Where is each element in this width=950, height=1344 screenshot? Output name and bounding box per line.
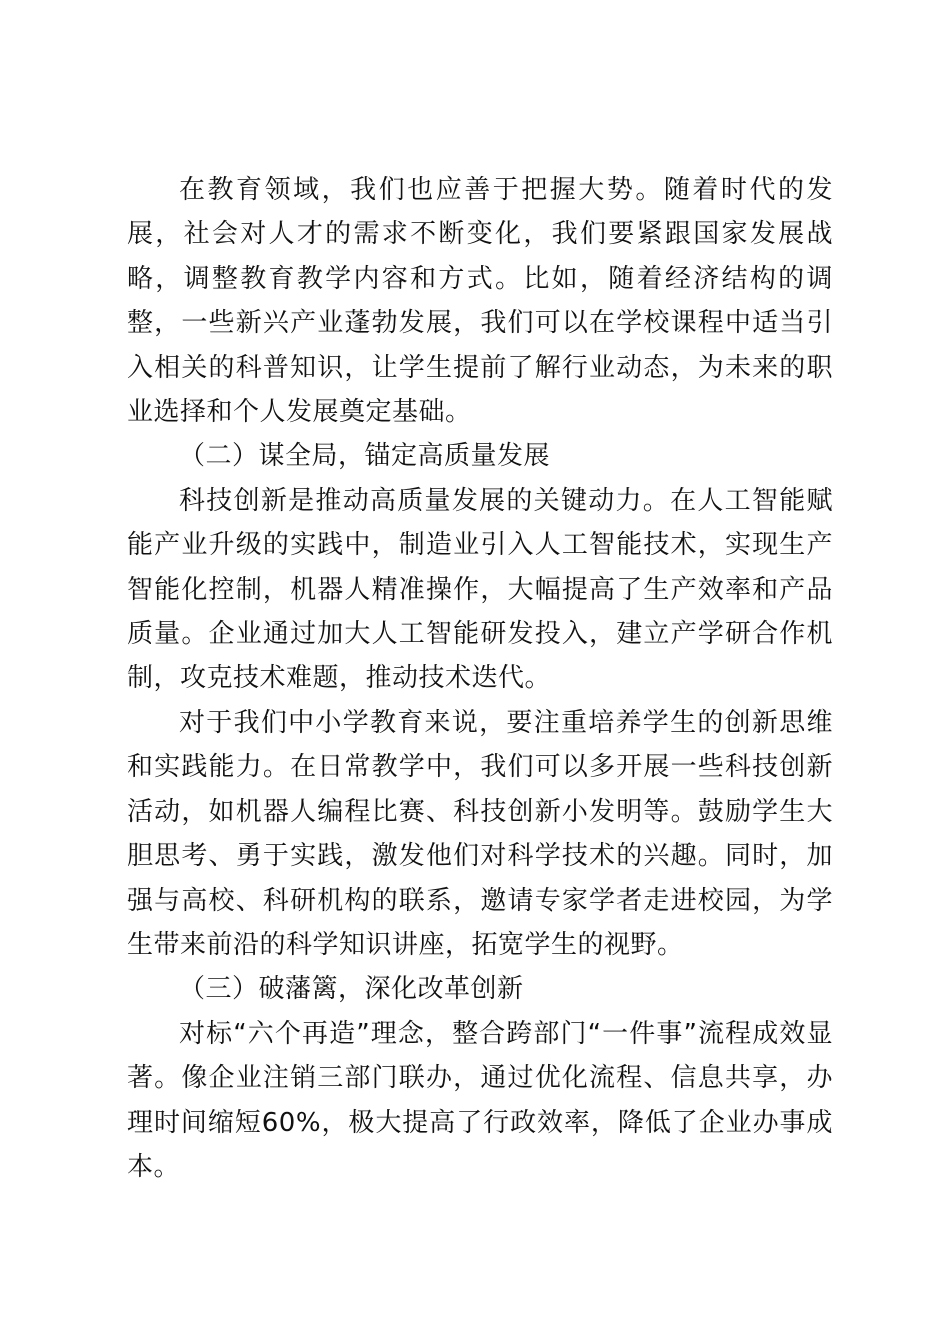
paragraph-education-trends: 在教育领域，我们也应善于把握大势。随着时代的发展，社会对人才的需求不断变化，我们要紧跟国家发展战略，调整教育教学内容和方式。比如，随着经济结构的调整，一些新兴产业蓬勃发展，我们可以在学校课程中适当引入相关的科普知识，让学生提前了解行业动态，为未来的职业选择和个人发展奠定基础。 (127, 175, 833, 428)
paragraph-tech-innovation: 科技创新是推动高质量发展的关键动力。在人工智能赋能产业升级的实践中，制造业引入人工智能技术，实现生产智能化控制，机器人精准操作，大幅提高了生产效率和产品质量。企业通过加大人工智能研发投入，建立产学研合作机制，攻克技术难题，推动技术迭代。 (127, 485, 833, 694)
paragraph-school-education: 对于我们中小学教育来说，要注重培养学生的创新思维和实践能力。在日常教学中，我们可以多开展一些科技创新活动，如机器人编程比赛、科技创新小发明等。鼓励学生大胆思考、勇于实践，激发他们对科学技术的兴趣。同时，加强与高校、科研机构的联系，邀请专家学者走进校园，为学生带来前沿的科学知识讲座，拓宽学生的视野。 (127, 707, 833, 960)
section-heading-3: （三）破藩篱，深化改革创新 (179, 974, 524, 1005)
paragraph-reform: 对标“六个再造”理念，整合跨部门“一件事”流程成效显著。像企业注销三部门联办，通过优化流程、信息共享，办理时间缩短60%，极大提高了行政效率，降低了企业办事成本。 (127, 1018, 833, 1182)
document-body (127, 168, 833, 1189)
section-heading-2: （二）谋全局，锚定高质量发展 (179, 441, 551, 472)
